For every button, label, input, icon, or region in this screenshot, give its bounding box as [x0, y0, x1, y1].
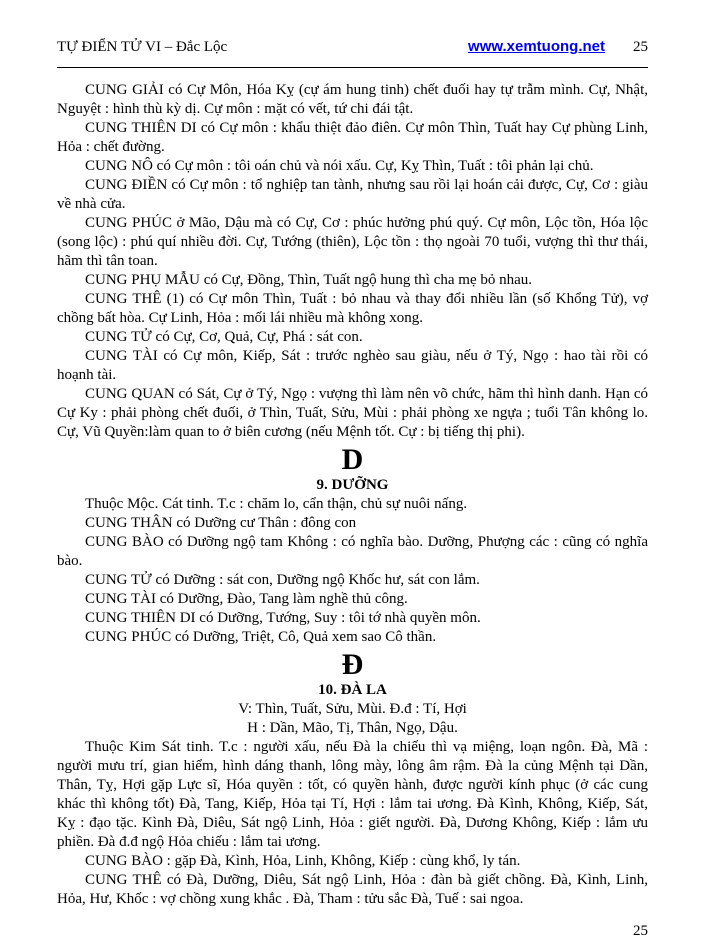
paragraph-cung-tai: CUNG TÀI có Cự môn, Kiếp, Sát : trước nghèo sau giàu, nếu ở Tý, Ngọ : hao tài rồi có hoạnh tài.	[57, 348, 648, 383]
paragraph-cung-phuc: CUNG PHÚC ở Mão, Dậu mà có Cự, Cơ : phúc hưởng phú quý. Cự môn, Lộc tồn, Hóa lộc (song lộc) : phú quí nhiều đời. Cự, Tướng (thiên), Lộc tồn : thọ ngoài 70 tuổi, vượng thì thư thái, hãm thì tân toan.	[57, 215, 648, 269]
paragraph-da-la-intro: Thuộc Kim Sát tinh. T.c : người xấu, nếu Đà la chiếu thì vạ miệng, loạn ngôn. Đà, Mã : người mưu trí, gian hiểm, hình dáng thanh, lông mày, lông âm rậm. Đà la củng Mệnh tại Dần, Thân, Tỵ, Hợi gặp Lực sĩ, Hóa quyền : tốt, có quyền hành, được người kính phục (ở các cung khác thì không tốt) Đà, Tang, Kiếp, Hỏa tại Tí, Hợi : lắm tai ương. Đà Kình, Không, Kiếp, Sát, Kỵ : đạo tặc. Kình Đà, Diêu, Sát ngộ Linh, Hỏa : giết người. Đà, Dương Không, Kiếp : lắm ưu phiền. Đà đ.đ ngộ Hỏa chiếu : lắm tai ương.	[57, 739, 648, 850]
paragraph-cung-phu-mau: CUNG PHỤ MẪU có Cự, Đồng, Thìn, Tuất ngộ hung thì cha mẹ bỏ nhau.	[85, 272, 533, 288]
page-header	[57, 38, 648, 56]
paragraph-cung-the: CUNG THÊ (1) có Cự môn Thìn, Tuất : bỏ nhau và thay đổi nhiều lần (số Khổng Tử), vợ chồng bất hòa. Cự Linh, Hỏa : mối lái nhiều mà không xong.	[57, 291, 648, 326]
paragraph-cung-bao: CUNG BÀO có Dưỡng ngộ tam Không : có nghĩa bào. Dưỡng, Phượng các : cũng có nghĩa bào.	[57, 534, 648, 569]
paragraph-cung-phuc-duong: CUNG PHÚC có Dưỡng, Triệt, Cô, Quả xem sao Cô thần.	[85, 629, 437, 645]
paragraph-cung-tai-duong: CUNG TÀI có Dưỡng, Đào, Tang làm nghề thủ công.	[85, 591, 408, 607]
header-right	[468, 38, 648, 56]
paragraph-cung-tu-duong: CUNG TỬ có Dưỡng : sát con, Dưỡng ngộ Khốc hư, sát con lắm.	[85, 572, 480, 588]
header-divider	[57, 67, 648, 68]
paragraph-cung-tu: CUNG TỬ có Cự, Cơ, Quả, Cự, Phá : sát con.	[85, 329, 363, 345]
website-link[interactable]: www.xemtuong.net	[468, 38, 605, 55]
paragraph-cung-the-da: CUNG THÊ có Đà, Dưỡng, Diêu, Sát ngộ Linh, Hỏa : đàn bà giết chồng. Đà, Kình, Linh, Hỏa, Hư, Khốc : vợ chồng xung khắc . Đà, Tham : tửu sắc Đà, Tuế : sai ngoa.	[57, 872, 648, 907]
document-content	[57, 81, 648, 909]
entry-heading-da-la: 10. ĐÀ LA	[318, 682, 387, 698]
header-page-number: 25	[633, 39, 648, 55]
page-footer	[57, 923, 648, 940]
paragraph-cung-dien: CUNG ĐIỀN có Cự môn : tổ nghiệp tan tành, nhưng sau rồi lại hoán cải được, Cự, Cơ : giàu về nhà cửa.	[57, 177, 648, 212]
paragraph-cung-giai: CUNG GIẢI có Cự Môn, Hóa Kỵ (cự ám hung tinh) chết đuối hay tự trẫm mình. Cự, Nhật, Nguyệt : hình thù kỳ dị. Cự môn : mặt có vết, tứ chi đái tật.	[57, 82, 648, 117]
paragraph-cung-no: CUNG NÔ có Cự môn : tôi oán chủ và nói xấu. Cự, Kỵ Thìn, Tuất : tôi phản lại chủ.	[85, 158, 594, 174]
da-la-positions-h: H : Dần, Mão, Tị, Thân, Ngọ, Dậu.	[247, 720, 458, 736]
paragraph-cung-thien-di: CUNG THIÊN DI có Cự môn : khẩu thiệt đảo điên. Cự môn Thìn, Tuất hay Cự phùng Linh, Hỏa : chết đường.	[57, 120, 648, 155]
section-letter-d: D	[341, 443, 364, 476]
paragraph-cung-quan: CUNG QUAN có Sát, Cự ở Tý, Ngọ : vượng thì làm nên võ chức, hãm thì hình danh. Hạn có Cự Ky : phải phòng chết đuối, ở Thìn, Tuất, Sửu, Mùi : phải phòng xe ngựa ; tuổi Tân không lo. Cự, Vũ Quyền:làm quan to ở biên cương (nếu Mệnh tốt. Cự : bị tiếng thị phi).	[57, 386, 648, 440]
footer-page-number: 25	[633, 923, 648, 939]
paragraph-cung-thien-di-duong: CUNG THIÊN DI có Dưỡng, Tướng, Suy : tôi tớ nhà quyền môn.	[85, 610, 481, 626]
book-title: TỰ ĐIỂN TỬ VI – Đắc Lộc	[57, 39, 228, 55]
paragraph-cung-than: CUNG THÂN có Dưỡng cư Thân : đông con	[85, 515, 357, 531]
entry-heading-duong: 9. DƯỠNG	[316, 477, 389, 493]
da-la-positions-v: V: Thìn, Tuất, Sửu, Mùi. Đ.đ : Tí, Hợi	[238, 701, 467, 717]
section-letter-dd: Đ	[341, 648, 364, 681]
paragraph-duong-intro: Thuộc Mộc. Cát tinh. T.c : chăm lo, cẩn thận, chủ sự nuôi nấng.	[85, 496, 468, 512]
paragraph-cung-bao-da: CUNG BÀO : gặp Đà, Kình, Hỏa, Linh, Không, Kiếp : cùng khổ, ly tán.	[85, 853, 521, 869]
